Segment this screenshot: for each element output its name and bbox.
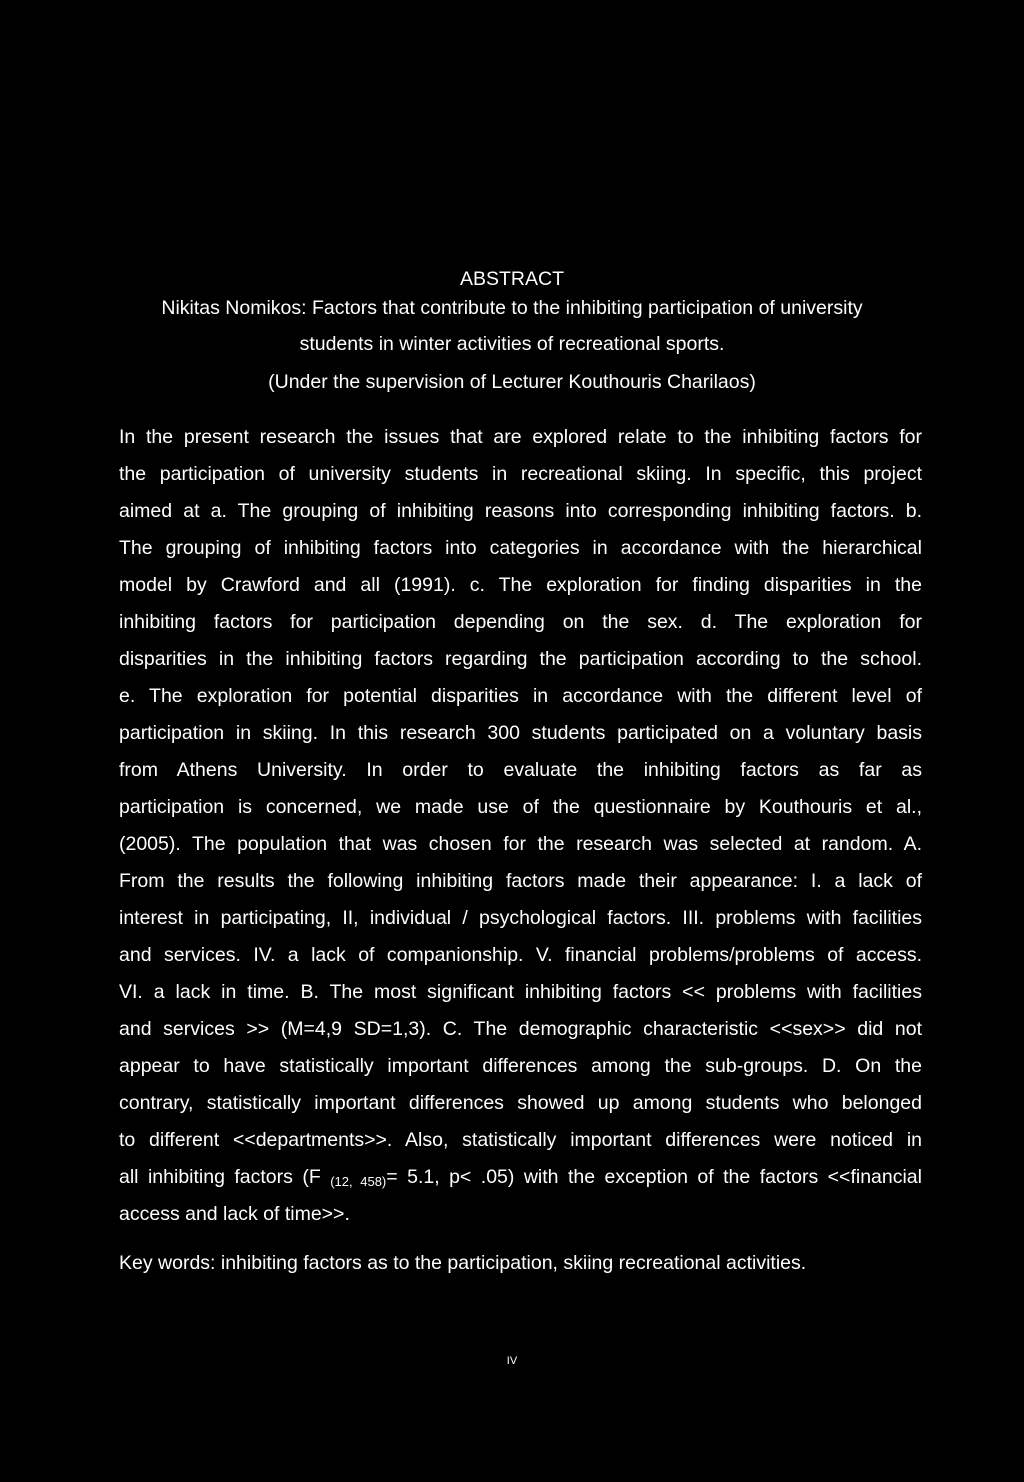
body-line: participation in skiing. In this research 300 students participated on a voluntary basis (119, 722, 922, 744)
body-line: e. The exploration for potential disparities in accordance with the different level of (119, 685, 922, 707)
body-line: contrary, statistically important differences showed up among students who belonged (119, 1092, 922, 1114)
body-line: disparities in the inhibiting factors regarding the participation according to the school. (119, 648, 922, 670)
body-line: appear to have statistically important differences among the sub-groups. D. On the (119, 1055, 922, 1077)
body-line: model by Crawford and all (1991). c. The exploration for finding disparities in the (119, 574, 922, 596)
thesis-title-line-2: students in winter activities of recreational sports. (299, 333, 725, 355)
stat-suffix: = 5.1, p< .05) with the exception of the factors <<financial (386, 1166, 922, 1188)
body-line: and services >> (M=4,9 SD=1,3). C. The demographic characteristic <<sex>> did not (119, 1018, 922, 1040)
body-line: (2005). The population that was chosen for the research was selected at random. A. (119, 833, 922, 855)
keywords-line: Key words: inhibiting factors as to the participation, skiing recreational activities. (119, 1252, 807, 1274)
body-line-last: access and lack of time>>. (119, 1203, 350, 1225)
stat-subscript: (12, 458) (330, 1174, 387, 1189)
body-line: participation is concerned, we made use of the questionnaire by Kouthouris et al., (119, 796, 922, 818)
thesis-title-line-1: Nikitas Nomikos: Factors that contribute to the inhibiting participation of university (161, 297, 863, 319)
abstract-heading: ABSTRACT (459, 268, 564, 290)
body-line: to different <<departments>>. Also, statistically important differences were noticed in (119, 1129, 922, 1151)
body-line: interest in participating, II, individual / psychological factors. III. problems with facilities (119, 907, 922, 929)
body-line-statistic (119, 1165, 922, 1194)
body-line: the participation of university students in recreational skiing. In specific, this project (119, 463, 922, 485)
body-line: from Athens University. In order to evaluate the inhibiting factors as far as (119, 759, 922, 781)
body-line: and services. IV. a lack of companionship. V. financial problems/problems of access. (119, 944, 922, 966)
body-line: inhibiting factors for participation depending on the sex. d. The exploration for (119, 611, 922, 633)
body-line: VI. a lack in time. B. The most significant inhibiting factors << problems with facilities (119, 981, 922, 1003)
page-number: IV (506, 1355, 518, 1367)
body-line: aimed at a. The grouping of inhibiting reasons into corresponding inhibiting factors. b. (119, 500, 922, 522)
supervision-line: (Under the supervision of Lecturer Kouthouris Charilaos) (268, 371, 756, 393)
body-line: From the results the following inhibiting factors made their appearance: I. a lack of (119, 870, 922, 892)
body-line: The grouping of inhibiting factors into categories in accordance with the hierarchical (119, 537, 922, 559)
body-line: In the present research the issues that are explored relate to the inhibiting factors for (119, 426, 922, 448)
stat-prefix: all inhibiting factors (F (119, 1166, 331, 1188)
